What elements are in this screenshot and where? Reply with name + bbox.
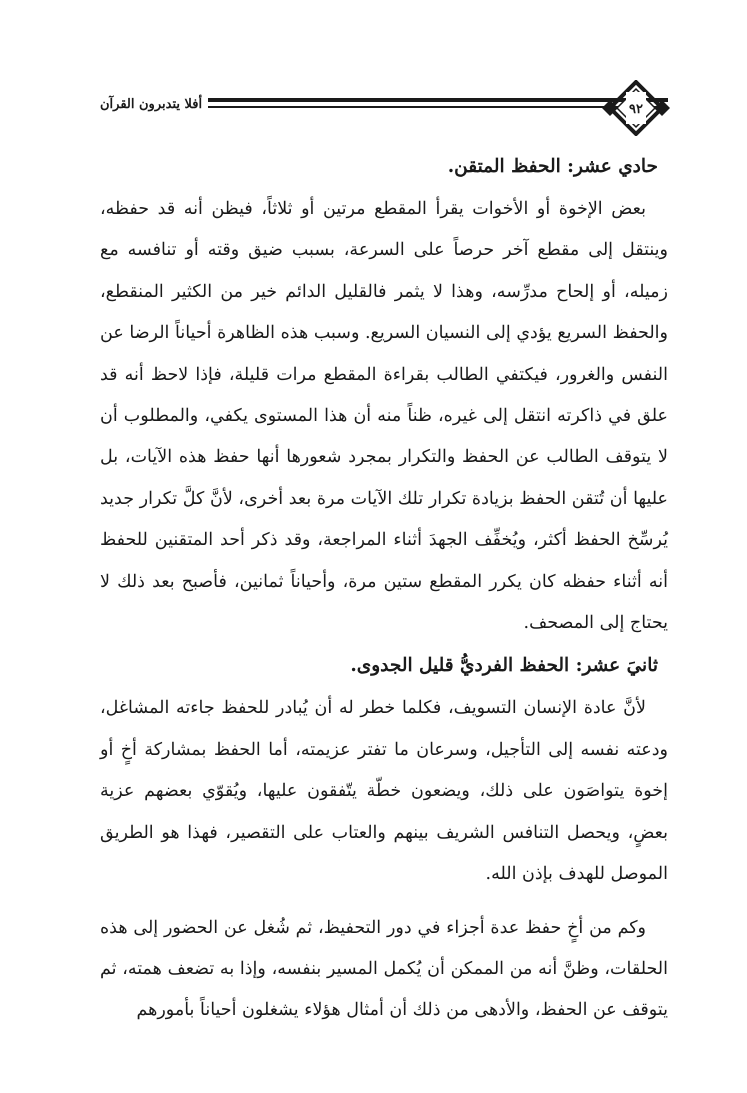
- page-body: [100, 145, 668, 1032]
- book-title: أفلا يتدبرون القرآن: [100, 94, 208, 116]
- page-number: ٩٢: [629, 102, 643, 117]
- page-header: [100, 80, 668, 136]
- section-heading-11: حادي عشر: الحفظ المتقن.: [447, 156, 658, 177]
- section-12-paragraph-1: لأنَّ عادة الإنسان التسويف، فكلما خطر له أن يُبادر للحفظ جاءته المشاغل، ودعته نفسه إلى التأجيل، وسرعان ما تفتر عزيمته، أما الحفظ بمشاركة أخٍ أو إخوة يتواصَون على ذلك، ويضعون خطّة يتّفقون عليها، ويُقوّي بعضهم عزية بعضٍ، ويحصل التنافس الشريف بينهم والعتاب على التقصير، فهذا هو الطريق الموصل للهدف بإذن الله.: [100, 698, 668, 885]
- section-heading-12: ثانيَ عشر: الحفظ الفرديُّ قليل الجدوى.: [350, 655, 658, 677]
- section-11-paragraph: بعض الإخوة أو الأخوات يقرأ المقطع مرتين أو ثلاثاً، فيظن أنه قد حفظه، وينتقل إلى مقطع آخر حرصاً على السرعة، بسبب ضيق وقته أو تنافسه مع زميله، أو إلحاح مدرِّسه، وهذا لا يثمر فالقليل الدائم خير من الكثير المنقطع، والحفظ السريع يؤدي إلى النسيان السريع. وسبب هذه الظاهرة أحياناً الرضا عن النفس والغرور، فيكتفي الطالب بقراءة المقطع مرات قليلة، فإذا لاحظ أنه قد علق في ذاكرته انتقل إلى غيره، ظناً منه أن هذا المستوى يكفي، والمطلوب أن لا يتوقف الطالب عن الحفظ والتكرار بمجرد شعورها أنها حفظ هذه الآيات، بل عليها أن تُتقن الحفظ بزيادة تكرار تلك الآيات مرة بعد أخرى، لأنَّ كلَّ تكرار جديد يُرسِّخ الحفظ أكثر، ويُخفِّف الجهدَ أثناء المراجعة، وقد ذكر أحد المتقنين للحفظ أنه أثناء حفظه كان يكرر المقطع ستين مرة، وأحياناً ثمانين، فأصبح بعد ذلك لا يحتاج إلى المصحف.: [100, 199, 668, 634]
- section-12-paragraph-2: وكم من أخٍ حفظ عدة أجزاء في دور التحفيظ، ثم شُغل عن الحضور إلى هذه الحلقات، وظنَّ أنه من الممكن أن يُكمل المسير بنفسه، وإذا به تضعف همته، ثم يتوقف عن الحفظ، والأدهى من ذلك أن أمثال هؤلاء يشغلون أحياناً بأمورهم: [100, 917, 668, 1021]
